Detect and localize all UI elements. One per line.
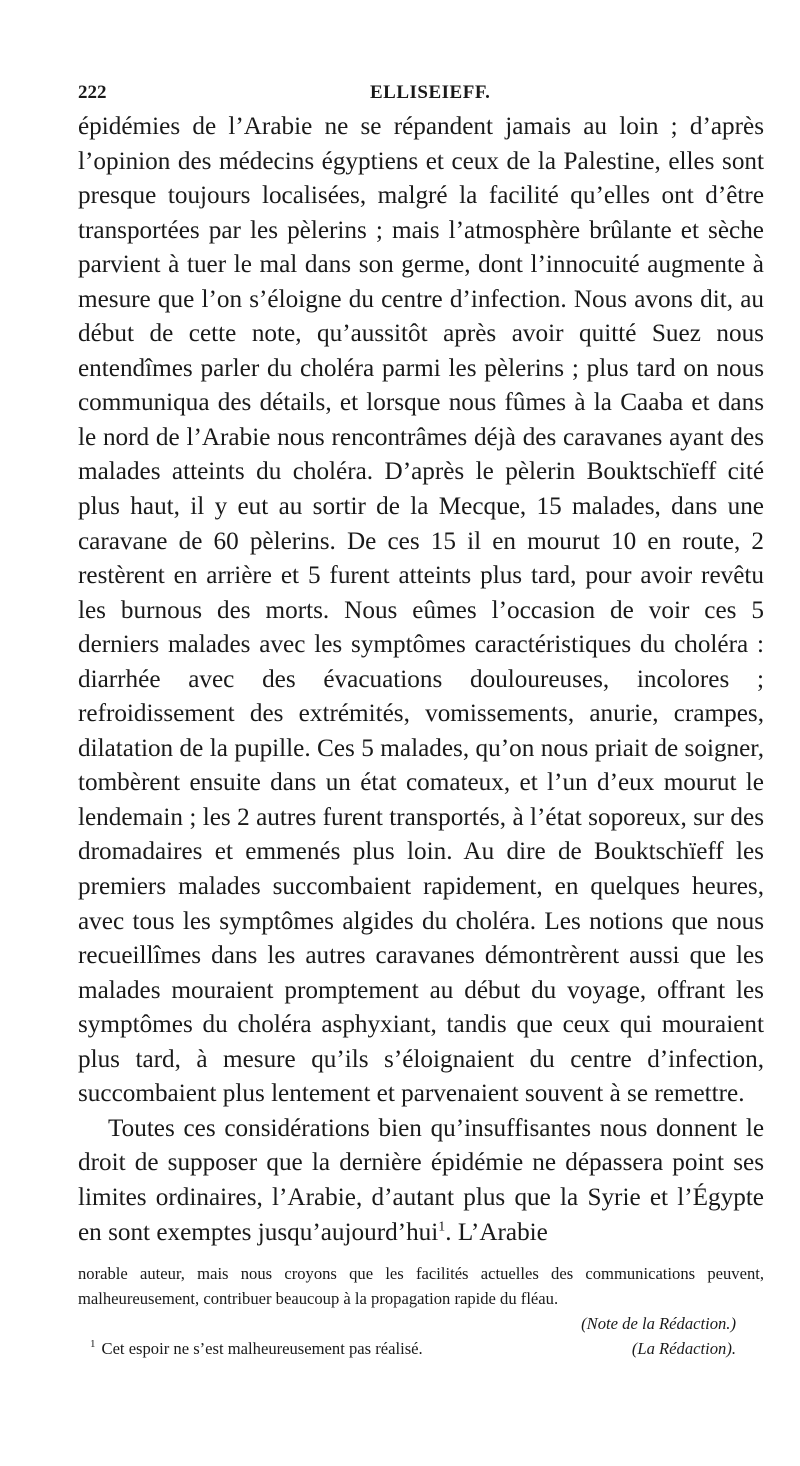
paragraph-2 — [78, 1112, 764, 1250]
footnote-1-mark: 1 — [90, 1338, 96, 1351]
footnote-continuation-signature: (Note de la Rédaction.) — [581, 1314, 736, 1333]
running-head — [78, 76, 764, 110]
footnote-1-body — [78, 1336, 423, 1361]
body-text — [78, 110, 764, 1250]
page-number: 222 — [78, 82, 107, 103]
footnote-continuation: norable auteur, mais nous croyons que les facilités actuelles des communications peuvent, malheureusement, contribuer beaucoup à la propagation rapide du fléau. — [78, 1264, 764, 1308]
running-title: ELLISEIEFF. — [370, 82, 491, 103]
paragraph-2-end: . L’Arabie — [445, 1218, 548, 1246]
footnote-1 — [78, 1336, 764, 1361]
page — [78, 76, 764, 1358]
footnote-reference-1[interactable]: 1 — [438, 1219, 446, 1235]
footnote-1-signature: (La Rédaction). — [631, 1339, 736, 1358]
paragraph-2-text: Toutes ces considérations bien qu’insuffisantes nous donnent le droit de supposer que la dernière épidémie ne dépassera point ses limites ordinaires, l’Arabie, d’autant plus que la Syrie et l’Égypte en sont exemptes jusqu’aujourd’hui — [78, 1114, 764, 1246]
paragraph-1: épidémies de l’Arabie ne se répandent jamais au loin ; d’après l’opinion des médecins égyptiens et ceux de la Palestine, elles sont presque toujours localisées, malgré la facilité qu’elles ont d’être transportées par les pèlerins ; mais l’atmosphère brûlante et sèche parvient à tuer le mal dans son germe, dont l’innocuité augmente à mesure que l’on s’éloigne du centre d’infection. Nous avons dit, au début de cette note, qu’aussitôt après avoir quitté Suez nous entendîmes parler du choléra parmi les pèlerins ; plus tard on nous communiqua des détails, et lorsque nous fûmes à la Caaba et dans le nord de l’Arabie nous rencontrâmes déjà des caravanes ayant des malades atteints du choléra. D’après le pèlerin Bouktschïeff cité plus haut, il y eut au sortir de la Mecque, 15 malades, dans une caravane de 60 pèlerins. De ces 15 il en mourut 10 en route, 2 restèrent en arrière et 5 furent atteints plus tard, pour avoir revêtu les burnous des morts. Nous eûmes l’occasion de voir ces 5 derniers malades avec les symptômes caractéristiques du choléra : diarrhée avec des évacuations douloureuses, incolores ; refroidissement des extrémités, vomissements, anurie, crampes, dilatation de la pupille. Ces 5 malades, qu’on nous priait de soigner, tombèrent ensuite dans un état comateux, et l’un d’eux mourut le lendemain ; les 2 autres furent transportés, à l’état soporeux, sur des dromadaires et emmenés plus loin. Au dire de Bouktschïeff les premiers malades succombaient rapidement, en quelques heures, avec tous les symptômes algides du choléra. Les notions que nous recueillîmes dans les autres caravanes démontrèrent aussi que les malades mouraient promptement au début du voyage, offrant les symptômes du choléra asphyxiant, tandis que ceux qui mouraient plus tard, à mesure qu’ils s’éloignaient du centre d’infection, succombaient plus lentement et parvenaient souvent à se remettre. — [78, 113, 764, 1108]
footnote-1-text: Cet espoir ne s’est malheureusement pas réalisé. — [101, 1339, 423, 1358]
footnotes — [78, 1261, 764, 1361]
